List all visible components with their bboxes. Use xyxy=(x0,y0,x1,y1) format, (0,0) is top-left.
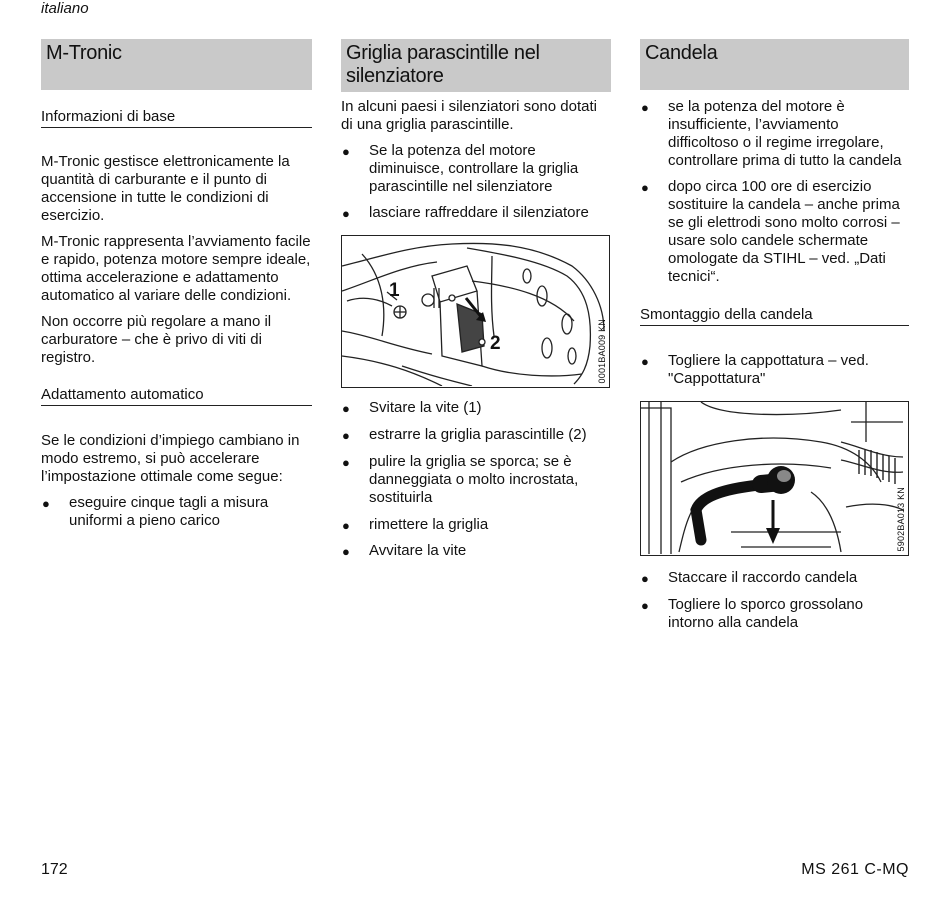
bullet-dot-icon: ● xyxy=(342,544,350,559)
bullet-dot-icon: ● xyxy=(641,100,649,115)
list-item: ● eseguire cinque tagli a misura uniformi a pieno carico xyxy=(42,494,269,529)
bullet-dot-icon: ● xyxy=(342,401,350,416)
bullet-list xyxy=(41,494,312,530)
list-item: ● Se la potenza del motore diminuisce, controllare la griglia parascintille nel silenziatore xyxy=(342,142,579,195)
bullet-dot-icon: ● xyxy=(641,571,649,586)
figure-muffler xyxy=(341,235,610,388)
bullet-dot-icon: ● xyxy=(641,180,649,195)
bullet-dot-icon: ● xyxy=(342,206,350,221)
figure-label-2: 2 xyxy=(490,333,501,354)
subheading-basic-info: Informazioni di base xyxy=(41,108,312,128)
section-m-tronic xyxy=(41,39,312,530)
figure-label-1: 1 xyxy=(389,280,400,301)
section-heading: Griglia parascintille nel silenziatore xyxy=(341,39,611,92)
bullet-list xyxy=(640,98,909,286)
bullet-dot-icon: ● xyxy=(342,428,350,443)
bullet-list xyxy=(341,399,611,560)
section-heading: M-Tronic xyxy=(41,39,312,90)
figure-code: 0001BA009 KN xyxy=(597,318,607,383)
bullet-list xyxy=(640,569,909,632)
list-item: ● Togliere lo sporco grossolano intorno alla candela xyxy=(641,596,864,631)
language-label: italiano xyxy=(41,0,89,17)
page-number: 172 xyxy=(41,861,68,878)
paragraph: M-Tronic gestisce elettronicamente la quantità di carburante e il punto di accensione in tutte le condizioni di esercizio. xyxy=(41,153,290,224)
list-item: ● Togliere la cappottatura – ved. "Cappottatura" xyxy=(641,352,869,387)
bullet-dot-icon: ● xyxy=(342,518,350,533)
model-label: MS 261 C-MQ xyxy=(801,861,909,878)
list-item: ● rimettere la griglia xyxy=(342,516,489,533)
bullet-dot-icon: ● xyxy=(641,598,649,613)
list-item: ● estrarre la griglia parascintille (2) xyxy=(342,426,587,443)
spark-plug-illustration xyxy=(641,402,907,554)
paragraph: Se le condizioni d’impiego cambiano in modo estremo, si può accelerare l’impostazione ottimale come segue: xyxy=(41,432,300,485)
muffler-illustration xyxy=(342,236,608,386)
list-item: ● Svitare la vite (1) xyxy=(342,399,482,416)
list-item: ● Staccare il raccordo candela xyxy=(641,569,858,586)
bullet-dot-icon: ● xyxy=(641,354,649,369)
list-item: ● lasciare raffreddare il silenziatore xyxy=(342,204,589,221)
list-item: ● pulire la griglia se sporca; se è danneggiata o molto incrostata, sostituirla xyxy=(342,453,579,506)
section-spark-arrestor xyxy=(341,39,611,560)
paragraph: M-Tronic rappresenta l’avviamento facile e rapido, potenza motore sempre ideale, ottima accelerazione e adattamento automatico al variare delle condizioni. xyxy=(41,233,311,304)
bullet-list xyxy=(640,352,909,388)
list-item: ● dopo circa 100 ore di esercizio sostituire la candela – anche prima se gli elettrodi sono molto corrosi – usare solo candele schermate omologate da STIHL – ved. „Dati tecnici“. xyxy=(641,178,900,285)
subheading-automatic-adaptation: Adattamento automatico xyxy=(41,386,312,406)
list-item: ● se la potenza del motore è insufficiente, l’avviamento difficoltoso o il regime irregolare, controllare prima di tutto la candela xyxy=(641,98,902,169)
figure-code: 5902BA013 KN xyxy=(896,486,906,551)
section-heading: Candela xyxy=(640,39,909,90)
bullet-dot-icon: ● xyxy=(342,144,350,159)
figure-spark-plug xyxy=(640,401,909,556)
list-item: ● Avvitare la vite xyxy=(342,542,467,559)
section-spark-plug xyxy=(640,39,909,632)
paragraph: In alcuni paesi i silenziatori sono dotati di una griglia parascintille. xyxy=(341,98,597,133)
subheading-spark-plug-removal: Smontaggio della candela xyxy=(640,306,909,326)
paragraph: Non occorre più regolare a mano il carburatore – che è privo di viti di registro. xyxy=(41,313,272,366)
bullet-list xyxy=(341,142,611,222)
bullet-dot-icon: ● xyxy=(342,455,350,470)
bullet-dot-icon: ● xyxy=(42,496,50,511)
